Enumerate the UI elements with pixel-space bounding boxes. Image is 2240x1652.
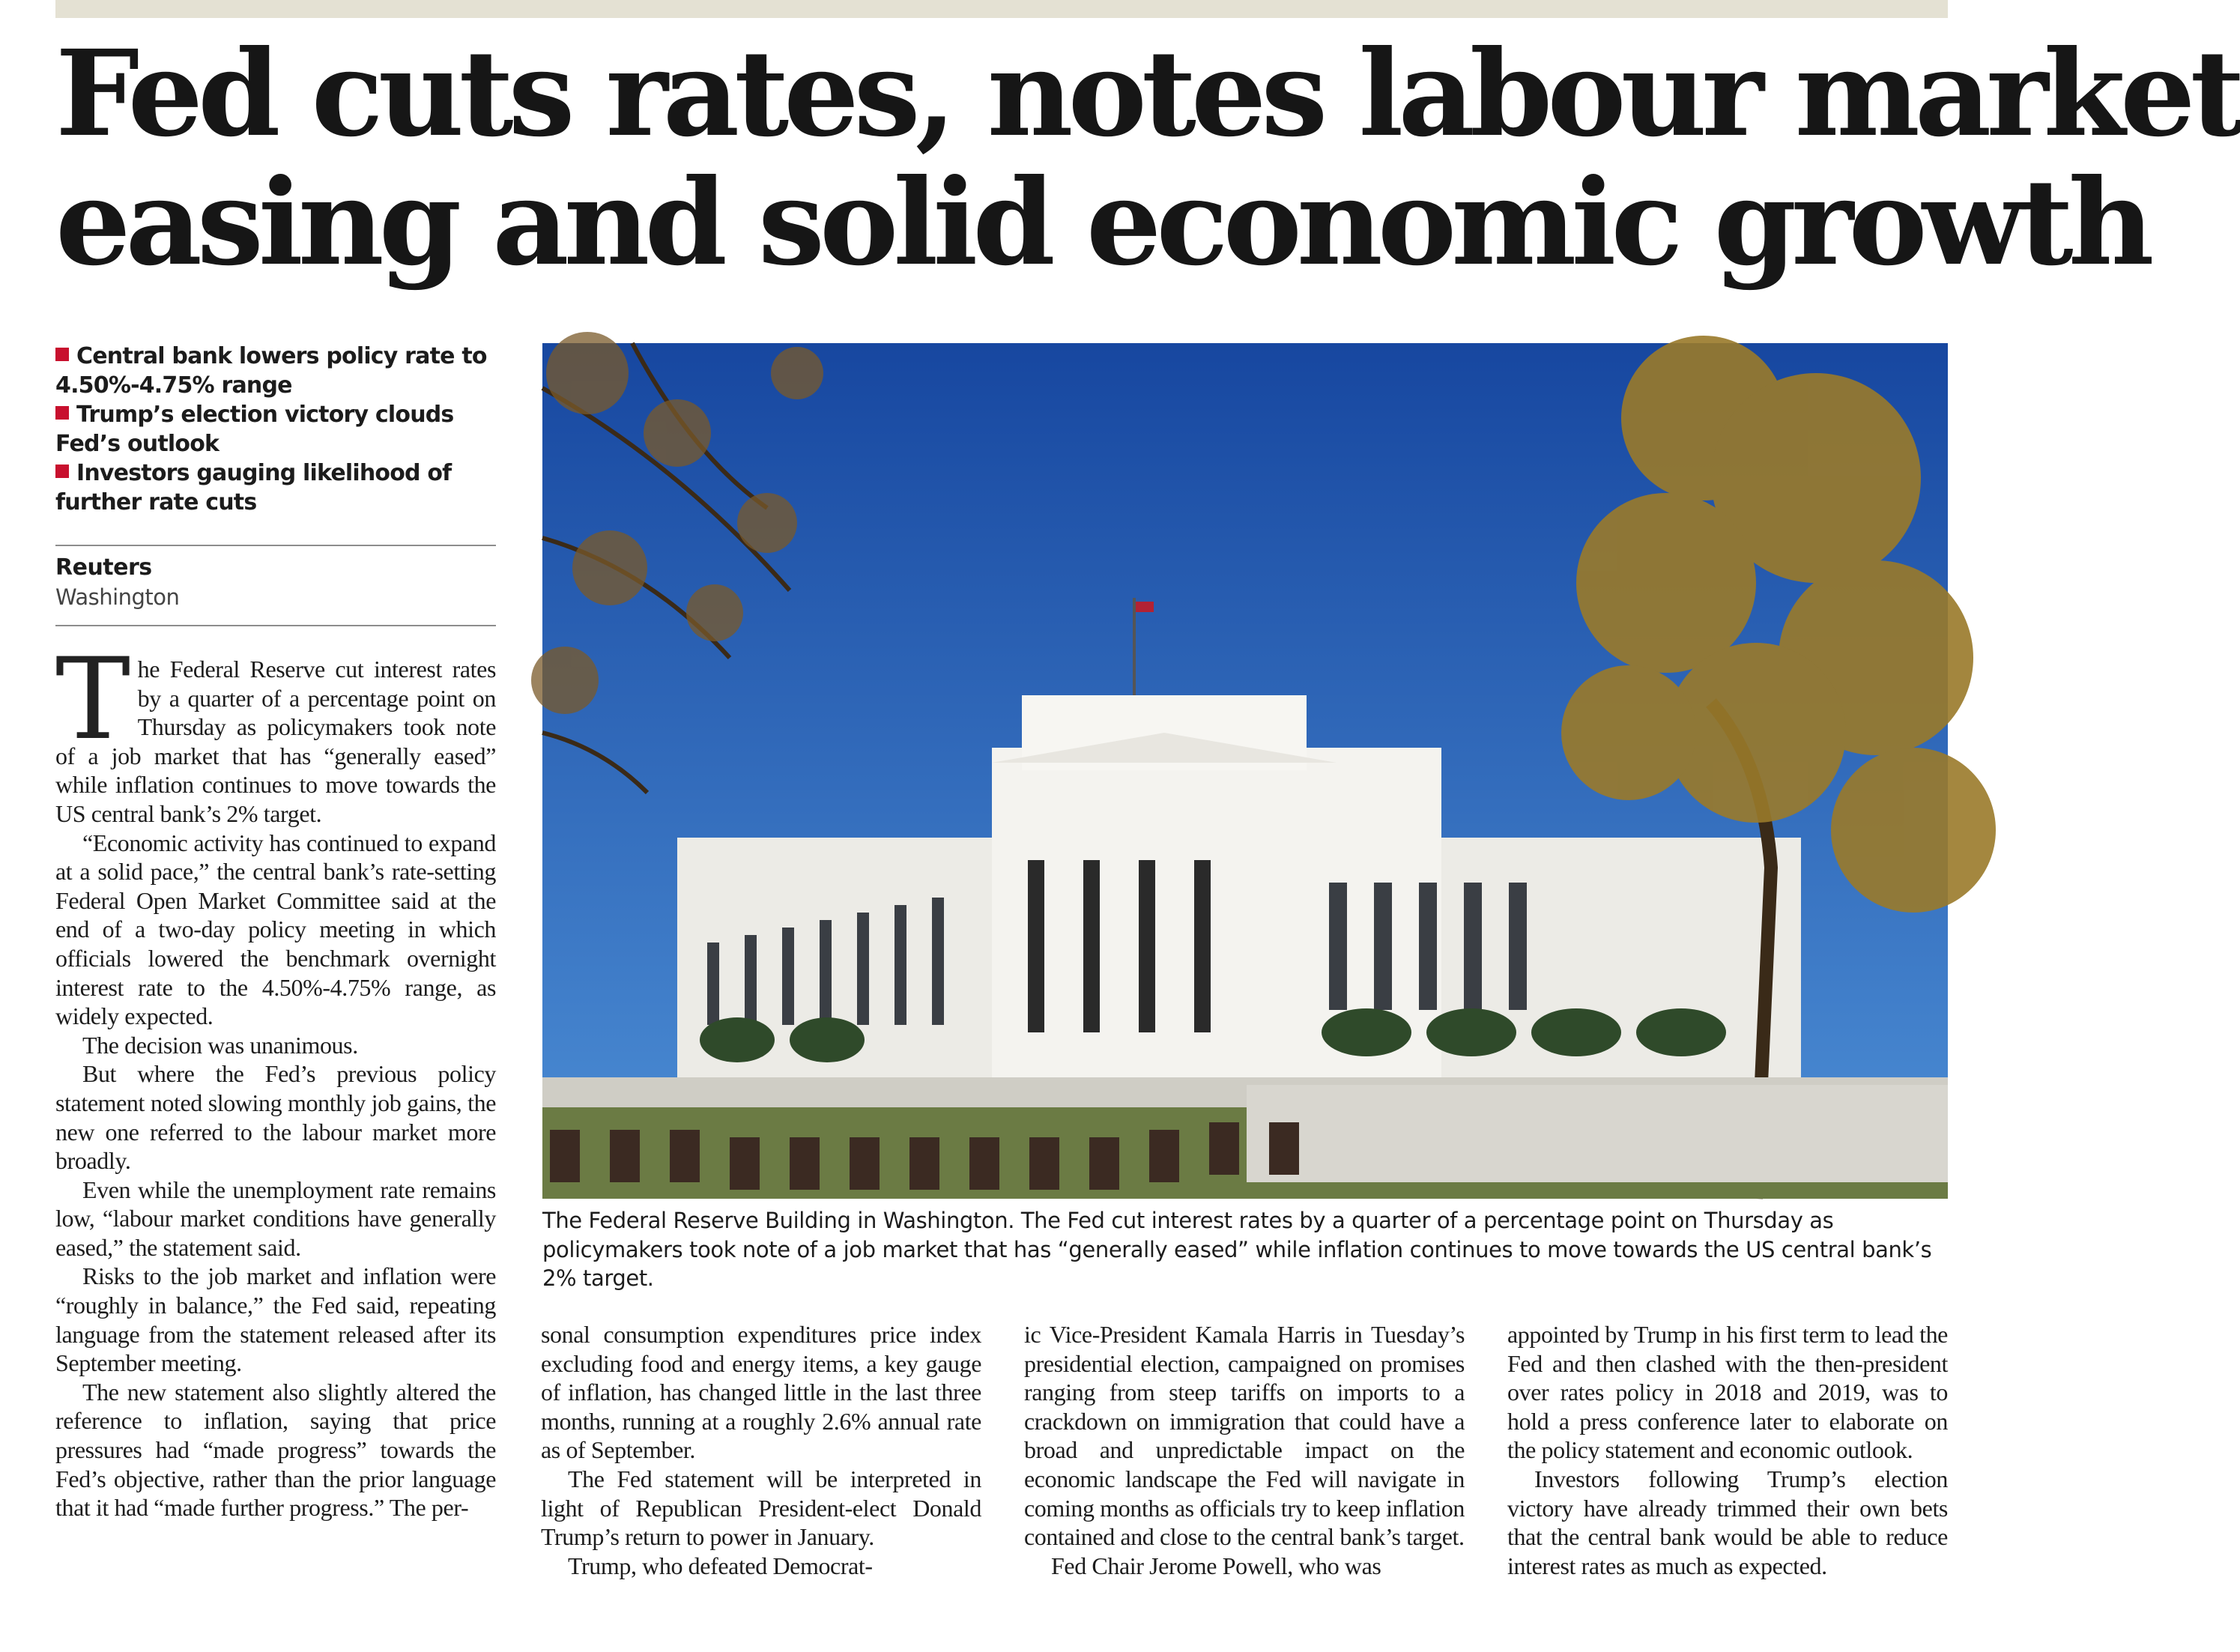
bullet-item: Investors gauging likelihood of further rate cuts xyxy=(55,460,452,515)
divider xyxy=(55,625,496,626)
headline xyxy=(55,25,2240,292)
bullet-square-icon xyxy=(55,406,69,420)
paragraph: Fed Chair Jerome Powell, who was xyxy=(1051,1552,1381,1579)
divider xyxy=(55,545,496,546)
bullet-square-icon xyxy=(55,348,69,361)
photo-caption: The Federal Reserve Building in Washington. The Fed cut interest rates by a quarter of a percentage point on Thursday as policymakers took note of a job market that has “generally eased” while inflation continues to move towards the US central bank’s 2% target. xyxy=(542,1208,1932,1291)
federal-reserve-photo xyxy=(542,343,1948,1199)
bullet-square-icon xyxy=(55,465,69,478)
paragraph: The new statement also slightly altered the reference to inflation, saying that price pressures had “made progress” towards the Fed’s objective, rather than the prior language that it had “made further progress.” The per- xyxy=(55,1378,496,1522)
article-column-4 xyxy=(1507,1320,1948,1635)
paragraph: “Economic activity has continued to expand at a solid pace,” the central bank’s rate-setting Federal Open Market Committee said at the end of a two-day policy meeting in which officials lowered the benchmark overnight interest rate to the 4.50%-4.75% range, as widely expected. xyxy=(55,829,496,1030)
headline-line-2: easing and solid economic growth xyxy=(55,154,2149,292)
paragraph: Even while the unemployment rate remains low, “labour market conditions have generally eased,” the statement said. xyxy=(55,1176,496,1261)
byline-location: Washington xyxy=(55,584,180,610)
paragraph: The Fed statement will be interpreted in light of Republican President-elect Donald Trump’s return to power in January. xyxy=(541,1465,981,1551)
federal-reserve-building-illustration xyxy=(542,343,1948,1199)
article-column-1 xyxy=(55,635,496,1636)
paragraph: sonal consumption expenditures price index excluding food and energy items, a key gauge of inflation, has changed little in the last three months, running at a roughly 2.6% annual rate as of September. xyxy=(541,1321,981,1464)
bullet-item: Trump’s election victory clouds Fed’s outlook xyxy=(55,402,454,457)
paragraph: Risks to the job market and inflation were “roughly in balance,” the Fed said, repeating language from the statement released after its September meeting. xyxy=(55,1262,496,1377)
drop-cap: T xyxy=(55,635,130,765)
headline-line-1: Fed cuts rates, notes labour market xyxy=(55,25,2240,163)
paragraph: ic Vice-President Kamala Harris in Tuesday’s presidential election, campaigned on promises ranging from steep tariffs on imports to a crackdown on immigration that could have a broad and unpredictable impact on the economic landscape the Fed will navigate in coming months as officials try to keep inflation contained and close to the central bank’s target. xyxy=(1024,1321,1465,1551)
paragraph: Trump, who defeated Democrat- xyxy=(568,1552,873,1579)
bullet-item: Central bank lowers policy rate to 4.50%-4.75% range xyxy=(55,343,487,399)
paragraph: The decision was unanimous. xyxy=(82,1031,358,1059)
byline xyxy=(55,553,179,611)
article-column-2 xyxy=(541,1320,981,1635)
paragraph: appointed by Trump in his first term to lead the Fed and then clashed with the then-president over rates policy in 2018 and 2019, was to hold a press conference later to elaborate on the policy statement and economic outlook. xyxy=(1507,1321,1948,1464)
paragraph: But where the Fed’s previous policy statement noted slowing monthly job gains, the new one referred to the labour market more broadly. xyxy=(55,1060,496,1175)
byline-agency: Reuters xyxy=(55,554,152,581)
paragraph: Investors following Trump’s election victory have already trimmed their own bets that the central bank would be able to reduce interest rates as much as expected. xyxy=(1507,1465,1948,1579)
article-column-3 xyxy=(1024,1320,1465,1635)
paragraph: The Federal Reserve cut interest rates by a quarter of a percentage point on Thursday as policymakers took note of a job market that has “generally eased” while inflation continues to move towards the US central bank’s 2% target. xyxy=(55,635,496,827)
masthead-bar xyxy=(55,0,1948,18)
summary-bullets xyxy=(55,342,505,517)
